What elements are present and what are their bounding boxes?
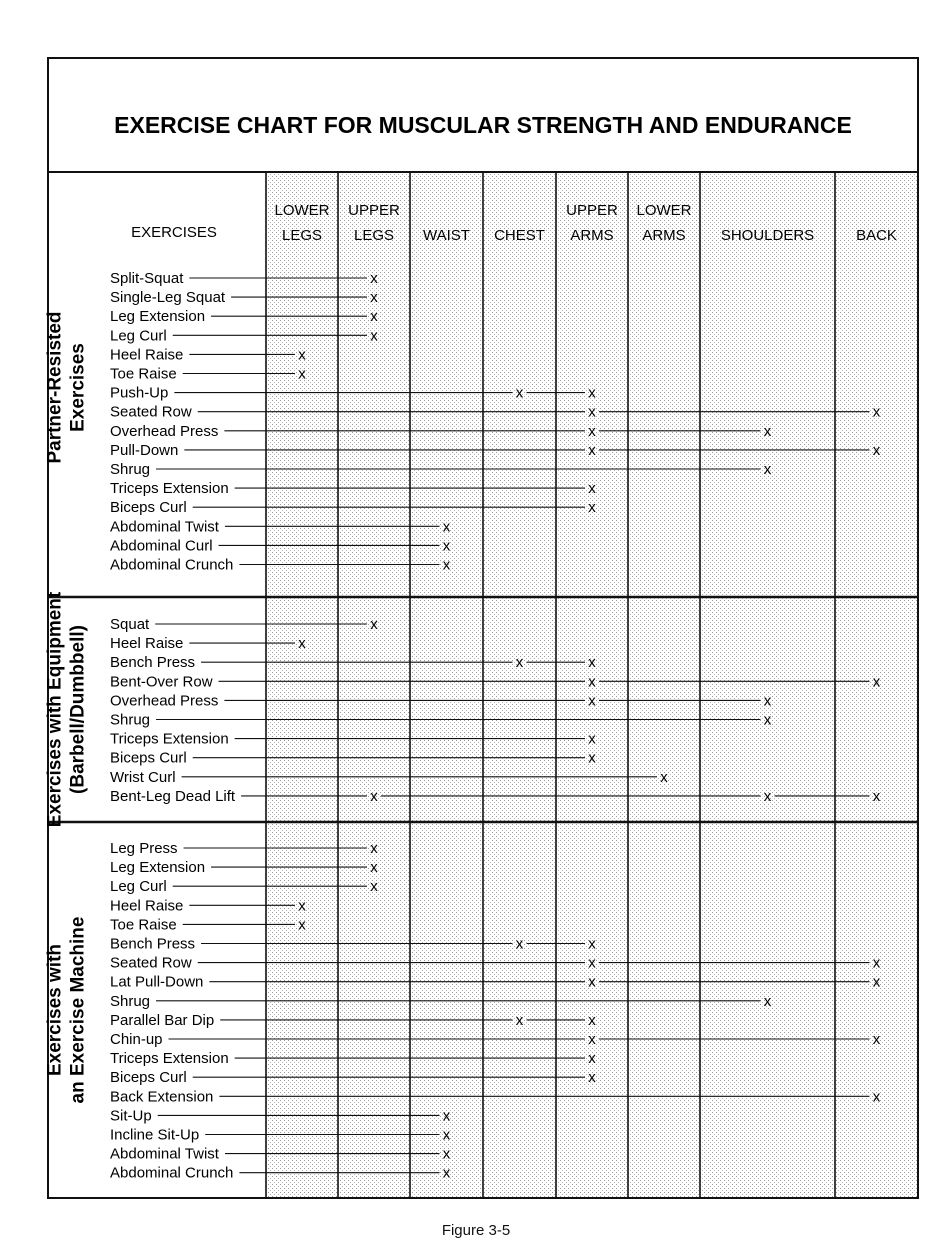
exercise-mark: x bbox=[442, 1107, 451, 1125]
exercise-name: Triceps Extension bbox=[110, 480, 229, 498]
exercise-name: Abdominal Curl bbox=[110, 537, 213, 555]
exercise-mark: x bbox=[872, 954, 881, 972]
section-label-line: an Exercise Machine bbox=[67, 916, 89, 1104]
exercise-name: Toe Raise bbox=[110, 365, 177, 383]
exercise-mark: x bbox=[442, 518, 451, 536]
exercise-name: Seated Row bbox=[110, 954, 192, 972]
column-header-line2: ARMS bbox=[642, 227, 686, 244]
exercise-mark: x bbox=[298, 635, 306, 653]
section-label-line: Exercises bbox=[67, 343, 89, 432]
exercise-name: Biceps Curl bbox=[110, 499, 187, 517]
exercise-mark: x bbox=[763, 692, 772, 710]
exercise-mark: x bbox=[588, 441, 596, 459]
column-header-line2: BACK bbox=[856, 227, 897, 244]
exercise-mark: x bbox=[442, 556, 451, 574]
exercise-mark: x bbox=[588, 422, 596, 440]
exercise-mark: x bbox=[370, 270, 378, 287]
exercise-mark: x bbox=[298, 897, 306, 915]
exercise-name: Triceps Extension bbox=[110, 730, 229, 748]
exercise-name: Heel Raise bbox=[110, 346, 184, 364]
exercise-name: Triceps Extension bbox=[110, 1050, 229, 1068]
exercise-mark: x bbox=[298, 916, 306, 934]
exercise-mark: x bbox=[872, 1031, 881, 1048]
exercise-mark: x bbox=[588, 499, 596, 517]
exercise-mark: x bbox=[515, 1011, 524, 1029]
column-header-line2: ARMS bbox=[570, 227, 614, 244]
exercise-name: Leg Curl bbox=[110, 878, 167, 896]
column-header-line2: WAIST bbox=[423, 227, 470, 244]
exercise-name: Shrug bbox=[110, 461, 151, 478]
chart-title: EXERCISE CHART FOR MUSCULAR STRENGTH AND ENDURANCE bbox=[114, 112, 852, 138]
column-header-line1: UPPER bbox=[566, 202, 618, 219]
column-header-line2: CHEST bbox=[494, 227, 545, 244]
exercise-name: Bench Press bbox=[110, 654, 196, 672]
exercise-mark: x bbox=[588, 654, 596, 672]
exercise-name: Leg Curl bbox=[110, 327, 167, 345]
exercise-mark: x bbox=[370, 289, 378, 307]
section-label bbox=[45, 917, 89, 1104]
exercise-name: Heel Raise bbox=[110, 897, 184, 915]
exercise-mark: x bbox=[588, 1069, 596, 1087]
exercise-mark: x bbox=[763, 787, 772, 805]
exercise-name: Back Extension bbox=[110, 1088, 214, 1106]
exercise-name: Leg Extension bbox=[110, 859, 206, 877]
column-header-line1: UPPER bbox=[348, 202, 400, 219]
column-header-line2: SHOULDERS bbox=[720, 227, 815, 244]
section-label-line: Partner-Resisted bbox=[44, 311, 66, 464]
exercise-name: Seated Row bbox=[110, 403, 192, 421]
exercise-mark: x bbox=[515, 384, 524, 402]
exercise-mark: x bbox=[588, 480, 596, 498]
exercise-name: Biceps Curl bbox=[110, 1069, 187, 1087]
exercise-name: Biceps Curl bbox=[110, 749, 187, 767]
exercise-name: Pull-Down bbox=[110, 441, 179, 459]
exercise-mark: x bbox=[588, 673, 596, 691]
exercise-name: Bench Press bbox=[110, 935, 196, 953]
section-label-line: Exercises with bbox=[44, 943, 66, 1077]
exercise-name: Abdominal Twist bbox=[110, 518, 219, 536]
exercise-name: Heel Raise bbox=[110, 635, 184, 653]
column-header-line2: LEGS bbox=[281, 227, 323, 244]
exercise-mark: x bbox=[442, 537, 451, 555]
exercise-mark: x bbox=[588, 1011, 596, 1029]
exercise-mark: x bbox=[872, 673, 881, 691]
exercise-mark: x bbox=[515, 654, 524, 672]
exercise-name: Toe Raise bbox=[110, 916, 177, 934]
exercise-name: Overhead Press bbox=[110, 422, 219, 440]
exercise-mark: x bbox=[588, 954, 596, 972]
exercise-mark: x bbox=[588, 730, 596, 748]
exercise-name: Split-Squat bbox=[110, 270, 184, 287]
exercise-mark: x bbox=[515, 935, 524, 953]
exercise-mark: x bbox=[660, 768, 668, 786]
figure-caption: Figure 3-5 bbox=[441, 1222, 511, 1239]
exercise-mark: x bbox=[872, 973, 881, 991]
exercise-mark: x bbox=[872, 1088, 881, 1106]
exercise-mark: x bbox=[872, 787, 881, 805]
column-header-line1: LOWER bbox=[636, 202, 692, 219]
exercise-mark: x bbox=[588, 973, 596, 991]
exercise-name: Wrist Curl bbox=[110, 768, 176, 786]
exercise-mark: x bbox=[872, 441, 881, 459]
exercise-name: Squat bbox=[110, 616, 150, 633]
exercise-mark: x bbox=[442, 1164, 451, 1182]
exercise-name: Abdominal Crunch bbox=[110, 1164, 234, 1182]
exercise-mark: x bbox=[588, 749, 596, 767]
exercise-name: Abdominal Twist bbox=[110, 1145, 219, 1163]
column-header-line1: LOWER bbox=[274, 202, 330, 219]
exercise-mark: x bbox=[298, 346, 306, 364]
exercise-name: Incline Sit-Up bbox=[110, 1126, 200, 1144]
section-label-line: Exercises with Equipment bbox=[44, 591, 66, 828]
exercise-mark: x bbox=[763, 992, 772, 1010]
exercise-mark: x bbox=[763, 461, 772, 478]
exercise-mark: x bbox=[588, 1050, 596, 1068]
exercise-name: Leg Press bbox=[110, 840, 178, 857]
column-header-line2: LEGS bbox=[353, 227, 395, 244]
exercise-name: Lat Pull-Down bbox=[110, 973, 204, 991]
exercise-mark: x bbox=[298, 365, 306, 383]
section-label bbox=[45, 591, 89, 827]
exercise-name: Sit-Up bbox=[110, 1107, 152, 1125]
exercise-mark: x bbox=[370, 840, 378, 857]
exercise-name: Chin-up bbox=[110, 1031, 163, 1048]
exercise-mark: x bbox=[763, 422, 772, 440]
exercise-name: Bent-Leg Dead Lift bbox=[110, 787, 236, 805]
exercise-mark: x bbox=[588, 1031, 596, 1048]
exercise-mark: x bbox=[588, 384, 596, 402]
exercise-name: Shrug bbox=[110, 711, 151, 729]
exercise-name: Bent-Over Row bbox=[110, 673, 213, 691]
exercise-mark: x bbox=[370, 308, 378, 326]
exercise-mark: x bbox=[370, 878, 378, 896]
exercise-mark: x bbox=[442, 1126, 451, 1144]
exercise-mark: x bbox=[370, 616, 378, 633]
exercises-header: EXERCISES bbox=[131, 224, 217, 241]
exercise-name: Single-Leg Squat bbox=[110, 289, 226, 307]
exercise-mark: x bbox=[588, 403, 596, 421]
exercise-mark: x bbox=[370, 787, 378, 805]
section-label-line: (Barbell/Dumbbell) bbox=[67, 625, 89, 794]
exercise-mark: x bbox=[872, 403, 881, 421]
exercise-name: Shrug bbox=[110, 992, 151, 1010]
exercise-mark: x bbox=[370, 327, 378, 345]
exercise-name: Push-Up bbox=[110, 384, 169, 402]
exercise-name: Overhead Press bbox=[110, 692, 219, 710]
exercise-mark: x bbox=[588, 935, 596, 953]
exercise-mark: x bbox=[588, 692, 596, 710]
section-label bbox=[45, 311, 89, 463]
exercise-mark: x bbox=[442, 1145, 451, 1163]
exercise-name: Leg Extension bbox=[110, 308, 206, 326]
exercise-name: Abdominal Crunch bbox=[110, 556, 234, 574]
exercise-mark: x bbox=[370, 859, 378, 877]
exercise-name: Parallel Bar Dip bbox=[110, 1011, 215, 1029]
exercise-mark: x bbox=[763, 711, 772, 729]
